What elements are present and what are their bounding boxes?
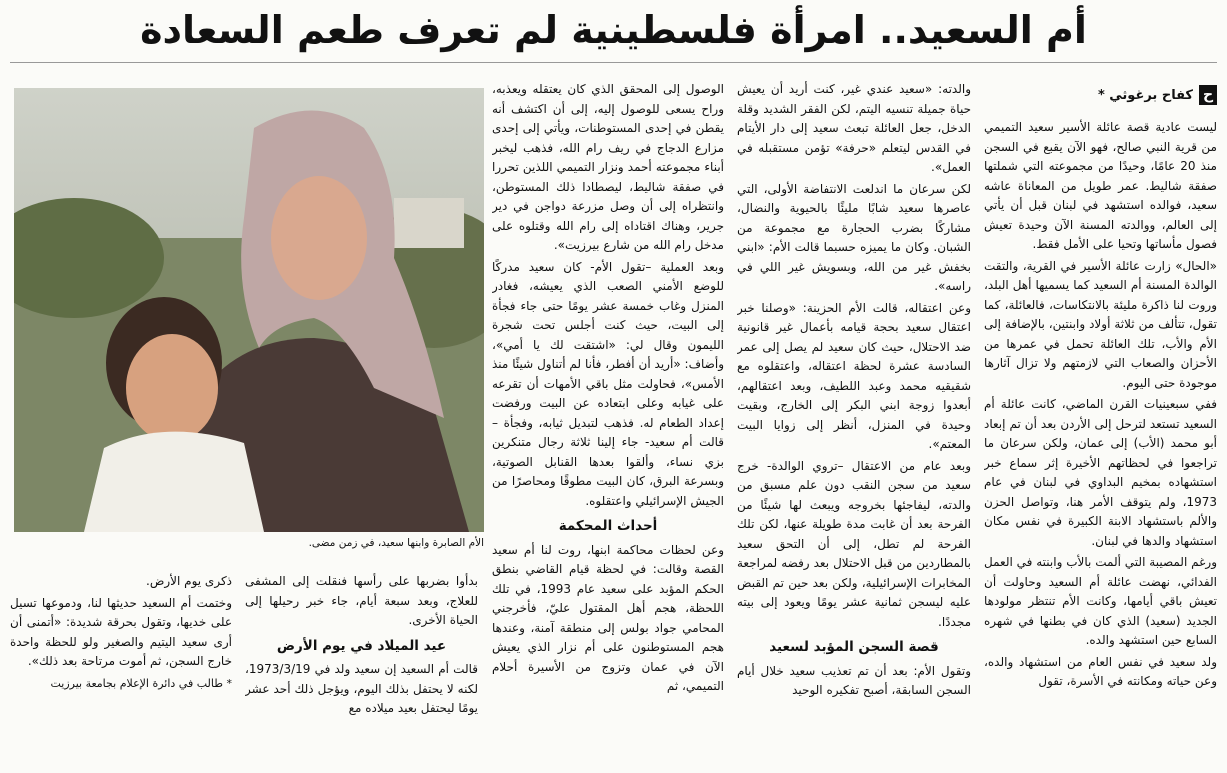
column-5 — [10, 572, 232, 768]
author-name: كفاح برغوثي * — [1097, 87, 1193, 103]
paragraph: الوصول إلى المحقق الذي كان يعتقله ويعذبه، وراح يسعى للوصول إليه، إلى أن اكتشف أنه يقطن في إحدى المستوطنات، ويأتي إلى إحدى مزارع الدجاج في ريف رام الله، فذهب ليخبر أبناء مجموعته أحمد ونزار التميمي اللذين تحررا في صفقة شاليط، ليصطادا ذلك المستوطن، وانتظراه إلى أن وصل مزرعة دواجن في دير جرير، وهناك اقتاداه إلى رام الله وقتلوه على مدخل رام الله من شارع بيرزيت». — [492, 82, 724, 252]
mother-and-son-photo — [14, 88, 484, 532]
column-3 — [492, 80, 724, 768]
subheading: قصة السجن المؤبد لسعيد — [769, 639, 939, 655]
paragraph: بدأوا بضربها على رأسها فنقلت إلى المشفى للعلاج، وبعد سبعة أيام، جاء خبر رحيلها إلى الحياة الأخرى. — [245, 574, 478, 627]
magazine-logo-icon: ح — [1199, 85, 1217, 105]
paragraph: والدته: «سعيد عندي غير، كنت أريد أن يعيش حياة جميلة تنسيه اليتم، لكن الفقر الشديد وقلة الدخل، جعل العائلة تبعث سعيد إلى دار الأيتام في القدس ليتعلم «حرفة» تؤمن مستقبله في العمل». — [737, 82, 971, 174]
paragraph: ولد سعيد في نفس العام من استشهاد والده، وعن حياته ومكانته في الأسرة، تقول — [984, 654, 1217, 688]
subheading: عيد الميلاد في يوم الأرض — [276, 637, 447, 654]
photo-caption: الأم الصابرة وابنها سعيد، في زمن مضى. — [308, 537, 484, 549]
headline-rule — [10, 62, 1217, 63]
paragraph: وعن اعتقاله، قالت الأم الحزينة: «وصلنا خبر اعتقال سعيد بحجة قيامه بأعمال غير قانونية ضد الاحتلال، حيث كان سعيد لم يصل إلى عمر السادسة عشرة لحظة اعتقاله، واعتقلوه مع شقيقيه محمد وعبد اللطيف، وبعد اعتقالهم، أبعدوا زوجة ابني البكر إلى الخارج، وبقيت وحيدة في المنزل، أنظر إلى زوايا البيت المعتم». — [737, 300, 971, 451]
paragraph: ففي سبعينيات القرن الماضي، كانت عائلة أم السعيد تستعد لترحل إلى الأردن بعد أن تم إبعاد أبو محمد (الأب) إلى عمان، ولكن سرعان ما تراجعوا في لحظاتهم الأخيرة إثر سماع خبر استشهاده بمخيم البداوي في لبنان في عام 1973، ولم يتوقف الأمر هنا، وتواصل الحزن والألم باستشهاد الابنة الكبيرة في نفس مكان استشهاد والدها في لبنان. — [984, 397, 1217, 548]
paragraph: ليست عادية قصة عائلة الأسير سعيد التميمي من قرية النبي صالح، فهو الآن يقبع في السجن منذ 20 عامًا، وحيدًا من مجموعته التي شملتها صفقة شاليط. عمر طويل من المعاناة عاشه سعيد، فوالده استشهد في لبنان قبل أن يأتي إلى العالم، ووالدته المسنة الآن وحيدة تعيش فصول مأساتها وتحيا على الأمل فقط. — [984, 120, 1217, 251]
subheading: أحداث المحكمة — [558, 518, 658, 534]
paragraph: قالت أم السعيد إن سعيد ولد في 1973/3/19، لكنه لا يحتفل بذلك اليوم، ويؤجل ذلك أحد عشر يومًا ليحتفل بعيد ميلاده مع — [245, 662, 478, 715]
paragraph: وبعد العملية –تقول الأم- كان سعيد مدركًا للوضع الأمني الصعب الذي يعيشه، فغادر المنزل وغاب خمسة عشر يومًا حتى جاء فجأة إلى البيت، حيث كنت أجلس تحت شجرة الليمون وقال لي: «اشتقت لك يا أمي»، وأضاف: «أريد أن أفطر، فأنا لم أتناول شيئًا منذ الأمس»، فحاولت مثل باقي الأمهات أن تقرعه على غيابه وعلى ابتعاده عن البيت ورفضت إعداد الطعام له. فذهب لتبديل ثيابه، وفجأة –قالت أم سعيد- جاء إلينا ثلاثة رجال متنكرين بزي نساء، وألقوا بعدها القنابل الصوتية، وبسرعة البرق، كان البيت مطوقًا ومحاصرًا من الجيش الإسرائيلي واعتقلوه. — [492, 259, 724, 508]
author-note: * طالب في دائرة الإعلام بجامعة بيرزيت — [50, 676, 232, 690]
paragraph: وعن لحظات محاكمة ابنها، روت لنا أم سعيد القصة وقالت: في لحظة قيام القاضي بنطق الحكم المؤبد على سعيد عام 1993، في تلك اللحظة، هجم أهل المقتول عليّ، فأخرجني المحامي جواد بولس إلى منطقة آمنة، وعندها هجم المستوطنون على أم نزار الذي يعيش الآن في عمان وتزوج من الأسيرة أحلام التميمي، ثم — [492, 542, 724, 693]
paragraph: وختمت أم السعيد حديثها لنا، ودموعها تسيل على خديها، وتقول بحرقة شديدة: «أتمنى أن أرى سعيد اليتيم والصغير ولو للحظة واحدة خارج السجن، ثم أموت مرتاحة بعد ذلك». — [10, 595, 232, 668]
headline: أم السعيد.. امرأة فلسطينية لم تعرف طعم السعادة — [140, 8, 1087, 52]
article-photo — [14, 88, 484, 532]
paragraph: ورغم المصيبة التي ألمت بالأب وابنته في العمل الفدائي، نهضت عائلة أم السعيد وحاولت أن تعيش باقي أيامها، وكانت الأم تنتظر مولودها الجديد (سعيد) الذي كان في بطنها في شهره السابع حين استشهد والده. — [984, 555, 1217, 647]
paragraph: لكن سرعان ما اندلعت الانتفاضة الأولى، التي عاصرها سعيد شابًا مليئًا بالحيوية والنضال، مشاركًا بضرب الحجارة مع مجموعة من الشبان. وكان ما يميزه حسبما قالت الأم: «ابني بخفش غير من الله، وبسويش غير اللي في راسه». — [737, 181, 971, 293]
paragraph: وبعد عام من الاعتقال –تروي الوالدة- خرج سعيد من سجن النقب دون علم مسبق من والدته، ليفاجئها بخروجه ويبعث لها شيئًا من الفرحة بعد أن غابت مدة طويلة عنها، لكن تلك الفرحة لم تطل، إلى أن التحق سعيد بالمطاردين من قبل الاحتلال بعد رفضه لمراجعة المخابرات الإسرائيلية، ولكن بعد حين تم القبض عليه ليسجن ثمانية عشر يومًا ويعود إلى بيته مجددًا. — [737, 458, 971, 629]
paragraph: وتقول الأم: بعد أن تم تعذيب سعيد خلال أيام السجن السابقة، أصبح تفكيره الوحيد — [737, 663, 971, 697]
column-4 — [245, 572, 478, 768]
column-2 — [737, 80, 971, 768]
byline — [987, 84, 1217, 106]
paragraph: ذكرى يوم الأرض. — [146, 574, 232, 588]
paragraph: «الحال» زارت عائلة الأسير في القرية، والتقت الوالدة المسنة أم السعيد كما يسميها أهل البلد، وروت لنا ذاكرة مليئة بالانتكاسات، فالعائلة، كما تقول، تتألف من ثلاثة أولاد وابنتين، بالإضافة إلى الأم والأب، تلك العائلة تحمل في عمرها من الأحزان والصعاب التي لازمتهم ولا تزال آثارها موجودة حتى اليوم. — [984, 258, 1217, 390]
column-1 — [984, 118, 1217, 768]
